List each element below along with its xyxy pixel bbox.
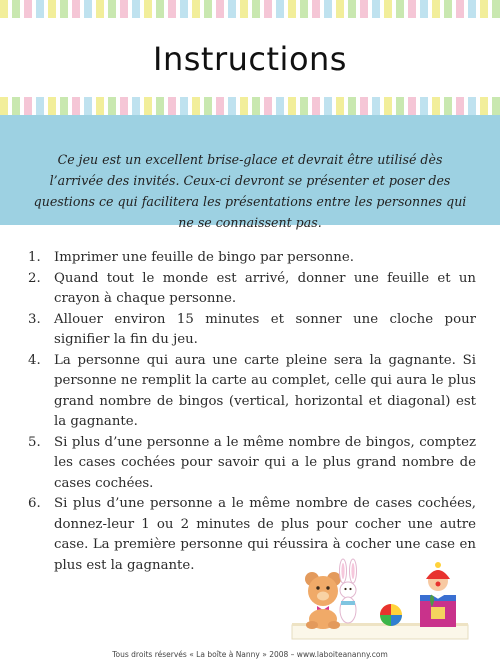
intro-banner	[0, 115, 500, 230]
step-number: 3.	[28, 311, 41, 327]
list-item	[28, 310, 476, 351]
step-number: 2.	[28, 270, 41, 286]
step-number: 1.	[28, 250, 41, 265]
step-number: 4.	[28, 352, 41, 368]
ball-icon	[380, 604, 402, 626]
title-stripe-border	[0, 97, 500, 115]
step-text: Si plus d’une personne a le même nombre de cases cochées, donnez-leur 1 ou 2 minutes de plus pour cocher une autre case. La première personne qui réussira à cocher une case en plus est la gagnante.	[54, 496, 476, 573]
step-text: Imprimer une feuille de bingo par personne.	[54, 250, 354, 265]
bunny-icon	[340, 559, 357, 623]
list-item	[28, 269, 476, 310]
list-item	[28, 351, 476, 433]
step-text: Quand tout le monde est arrivé, donner une feuille et un crayon à chaque personne.	[54, 270, 476, 306]
step-text: Si plus d’une personne a le même nombre de bingos, comptez les cases cochées pour savoir qui a le plus grand nombre de cases cochées.	[54, 434, 476, 491]
jack-in-the-box-icon	[420, 562, 456, 627]
step-number: 5.	[28, 434, 41, 450]
top-stripe-border	[0, 0, 500, 18]
step-text: La personne qui aura une carte pleine sera la gagnante. Si personne ne remplit la carte au complet, celle qui aura le plus grand nombre de bingos (vertical, horizontal et diagonal) est la gagnante.	[54, 352, 476, 429]
step-text: Allouer environ 15 minutes et sonner une cloche pour signifier la fin du jeu.	[54, 311, 476, 347]
intro-text: Ce jeu est un excellent brise-glace et devrait être utilisé dès l’arrivée des invités. Ceux-ci devront se présenter et poser des questions ce qui facilitera les présentations entre les personnes qui ne se connaissent pas.	[33, 152, 467, 230]
teddy-bear-icon	[305, 572, 341, 629]
toys-illustration	[290, 557, 470, 647]
list-item	[28, 433, 476, 495]
footer-copyright: Tous droits réservés « La boîte à Nanny » 2008 – www.laboiteananny.com	[112, 650, 388, 659]
step-number: 6.	[28, 496, 41, 511]
page-title: Instructions	[153, 40, 347, 78]
list-item	[28, 248, 476, 269]
instruction-list	[28, 248, 476, 576]
